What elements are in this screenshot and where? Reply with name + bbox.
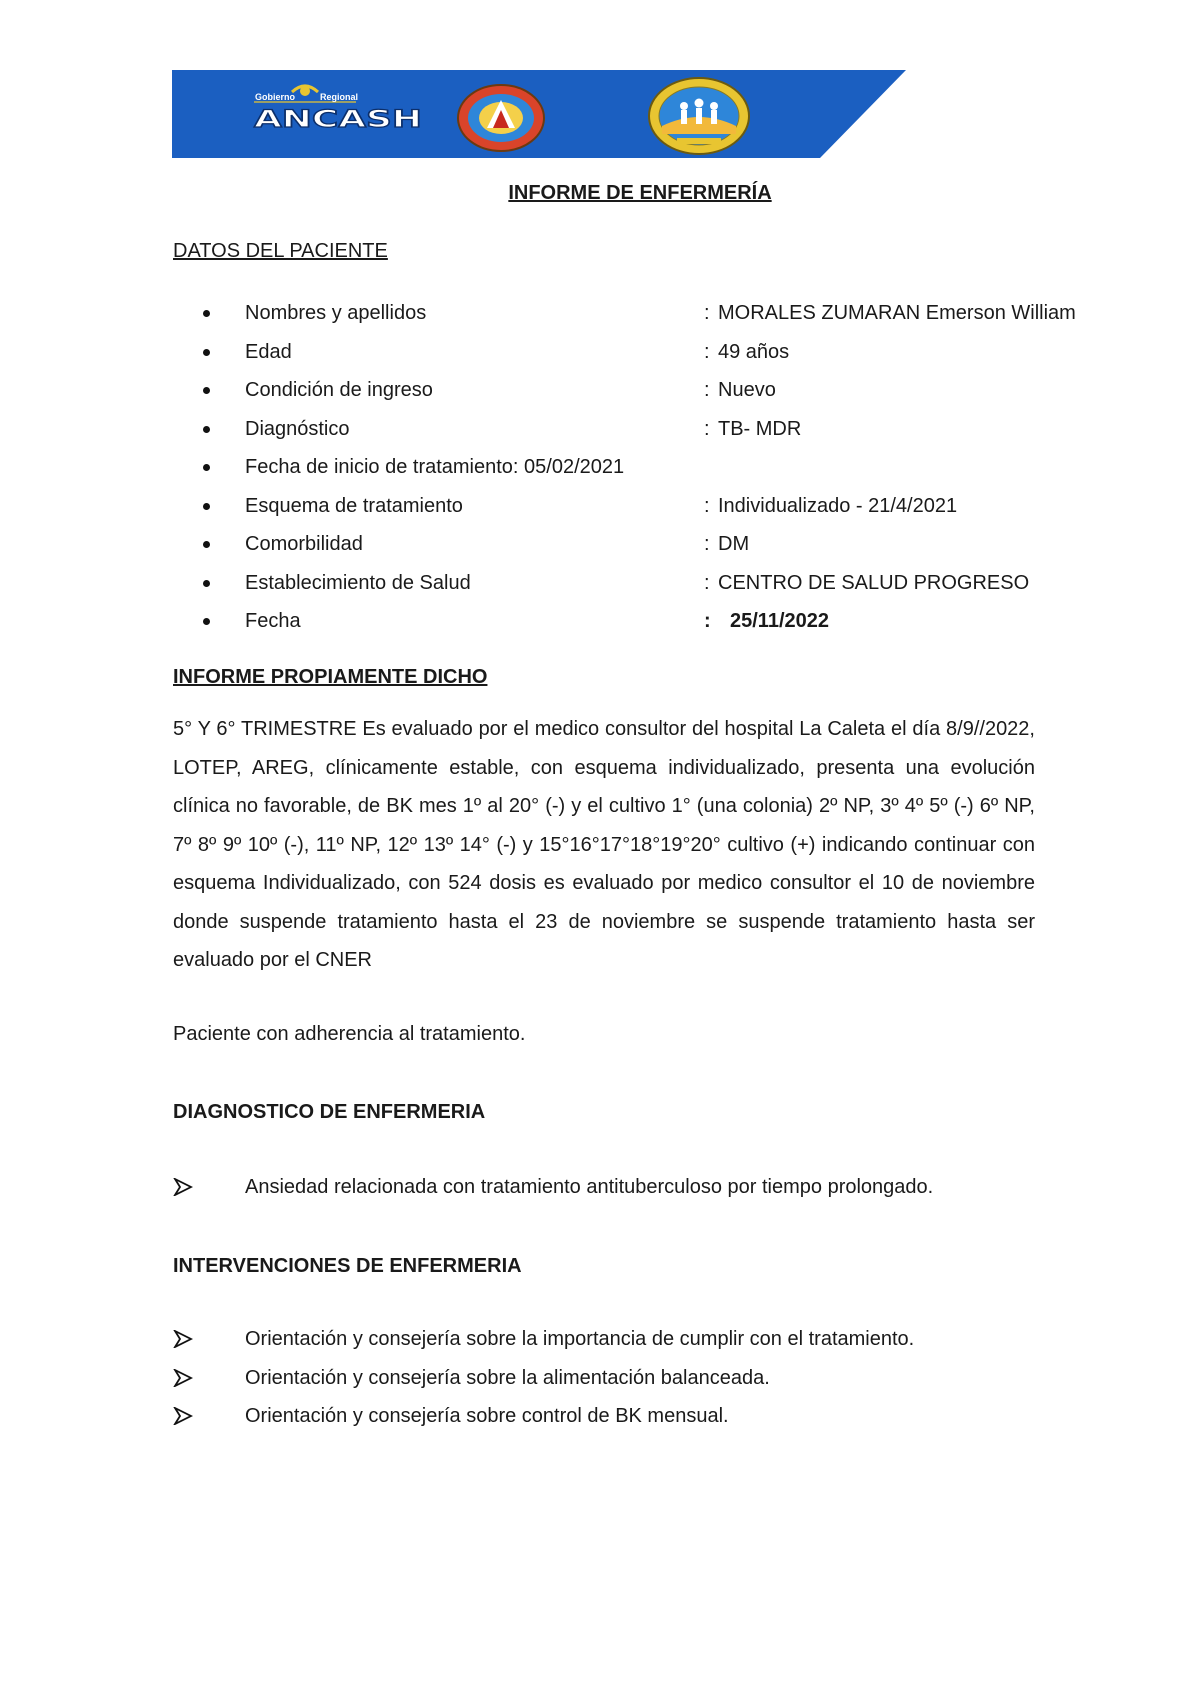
ancash-logo-small-right: Regional — [320, 92, 359, 102]
ancash-logo-big: ANCASH — [254, 105, 422, 133]
report-paragraph: 5° Y 6° TRIMESTRE Es evaluado por el medico consultor del hospital La Caleta el día 8/9//2022, LOTEP, AREG, clínicamente estable, con esquema individualizado, presenta una evolución clínica no favorable, de BK mes 1º al 20° (-) y el cultivo 1° (una colonia) 2º NP, 3º 4º 5º (-) 6º NP, 7º 8º 9º 10º (-), 11º NP, 12º 13º 14° (-) y 15°16°17°18°19°20° cultivo (+) indicando continuar con esquema Individualizado, con 524 dosis es evaluado por medico consultor el 10 de noviembre donde suspende tratamiento hasta el 23 de noviembre se suspende tratamiento hasta ser evaluado por el CNER — [173, 718, 1035, 971]
field-row — [173, 448, 1053, 487]
field-value: MORALES ZUMARAN Emerson William — [718, 302, 1076, 324]
list-item-text: Orientación y consejería sobre la importancia de cumplir con el tratamiento. — [245, 1328, 915, 1350]
health-directorate-seal-icon — [649, 78, 749, 154]
list-item — [173, 1168, 1053, 1207]
field-row — [173, 294, 1076, 333]
field-value: 49 años — [718, 340, 790, 363]
field-value: CENTRO DE SALUD PROGRESO — [718, 571, 1030, 594]
field-separator: : — [704, 379, 710, 401]
arrow-bullet-icon — [173, 1407, 193, 1425]
field-value: Individualizado - 21/4/2021 — [718, 494, 958, 517]
field-label: Establecimiento de Salud — [245, 571, 471, 594]
list-item — [173, 1320, 1053, 1359]
bullet-icon — [203, 541, 210, 548]
diagnosis-list — [173, 1168, 1053, 1207]
field-separator: : — [704, 494, 710, 517]
field-row — [173, 564, 1053, 603]
field-label: Diagnóstico — [245, 417, 350, 440]
field-row — [173, 371, 1053, 410]
field-separator: : — [704, 610, 711, 632]
list-item — [173, 1397, 1053, 1436]
diagnosis-section-heading: DIAGNOSTICO DE ENFERMERIA — [173, 1101, 486, 1123]
field-label: Fecha — [245, 610, 301, 632]
field-value: Nuevo — [718, 379, 776, 401]
field-separator: : — [704, 571, 710, 594]
regional-seal-icon — [458, 85, 544, 151]
bullet-icon — [203, 464, 210, 471]
field-row — [173, 487, 1053, 526]
field-label: Edad — [245, 340, 292, 363]
field-label: Condición de ingreso — [245, 379, 433, 401]
adherence-line: Paciente con adherencia al tratamiento. — [173, 1023, 526, 1045]
field-separator: : — [704, 417, 710, 440]
field-inline: Fecha de inicio de tratamiento: 05/02/2021 — [245, 456, 625, 478]
bullet-icon — [203, 349, 210, 356]
field-value: 25/11/2022 — [730, 610, 829, 632]
bullet-icon — [203, 387, 210, 394]
bullet-icon — [203, 580, 210, 587]
field-separator: : — [704, 302, 710, 324]
bullet-icon — [203, 618, 210, 625]
header-banner — [172, 70, 906, 158]
patient-section-heading: DATOS DEL PACIENTE — [173, 240, 388, 262]
field-value: DM — [718, 533, 750, 555]
arrow-bullet-icon — [173, 1330, 193, 1348]
patient-fields — [173, 294, 1076, 641]
interventions-list — [173, 1320, 1053, 1436]
field-value: TB- MDR — [718, 417, 802, 440]
report-section-heading: INFORME PROPIAMENTE DICHO — [173, 666, 488, 688]
interventions-section-heading: INTERVENCIONES DE ENFERMERIA — [173, 1255, 522, 1277]
field-separator: : — [704, 533, 710, 555]
field-row — [173, 602, 1053, 641]
field-row — [173, 333, 1053, 372]
arrow-bullet-icon — [173, 1178, 193, 1196]
field-row — [173, 410, 1053, 449]
banner-graphic — [172, 70, 906, 158]
field-label: Nombres y apellidos — [245, 302, 427, 324]
list-item-text: Orientación y consejería sobre control de BK mensual. — [245, 1405, 729, 1427]
field-label: Esquema de tratamiento — [245, 494, 463, 517]
arrow-bullet-icon — [173, 1369, 193, 1387]
list-item-text: Orientación y consejería sobre la alimentación balanceada. — [245, 1366, 770, 1389]
bullet-icon — [203, 310, 210, 317]
document-title: INFORME DE ENFERMERÍA — [508, 182, 772, 204]
list-item-text: Ansiedad relacionada con tratamiento antituberculoso por tiempo prolongado. — [245, 1176, 934, 1198]
field-separator: : — [704, 340, 710, 363]
list-item — [173, 1359, 1053, 1398]
field-label: Comorbilidad — [245, 533, 363, 555]
ancash-logo-small-left: Gobierno — [255, 92, 295, 102]
bullet-icon — [203, 426, 210, 433]
field-row — [173, 525, 1053, 564]
bullet-icon — [203, 503, 210, 510]
